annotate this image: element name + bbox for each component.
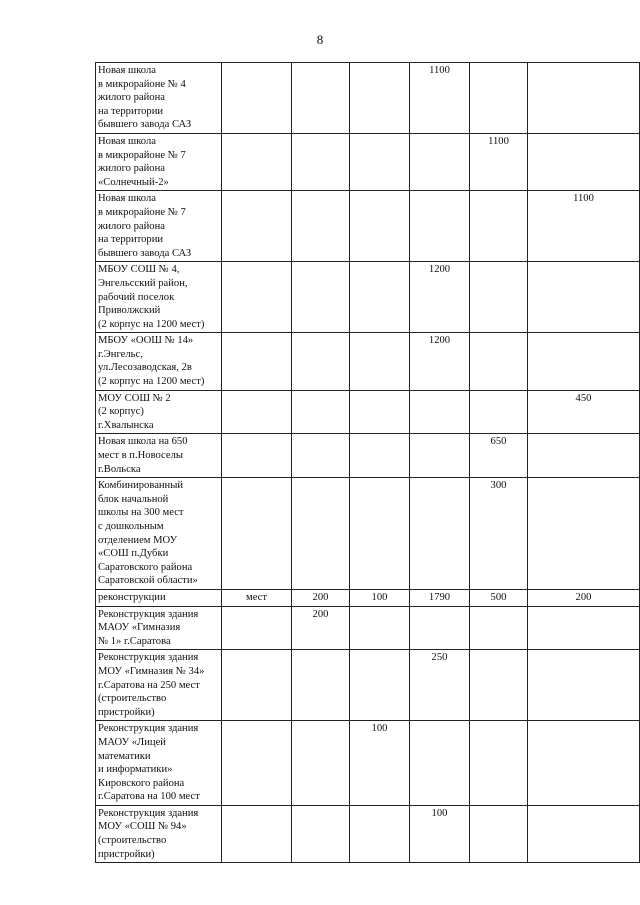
row-value-4: 650 (470, 434, 528, 478)
row-value-5: 450 (528, 390, 640, 434)
row-value-4: 300 (470, 478, 528, 590)
row-value-4 (470, 650, 528, 721)
row-value-1: 200 (292, 589, 350, 606)
row-value-4 (470, 63, 528, 134)
row-name: Новая школа в микрорайоне № 7 жилого района «Солнечный-2» (96, 133, 222, 190)
row-value-1 (292, 650, 350, 721)
row-value-1 (292, 390, 350, 434)
row-name: Реконструкция здания МОУ «Гимназия № 34» г.Саратова на 250 мест (строительство пристройки) (96, 650, 222, 721)
row-value-4: 500 (470, 589, 528, 606)
row-value-5: 200 (528, 589, 640, 606)
table-body (96, 63, 640, 863)
table-row (96, 805, 640, 862)
row-value-2 (350, 805, 410, 862)
row-value-5 (528, 63, 640, 134)
row-value-3 (410, 390, 470, 434)
row-value-3: 1790 (410, 589, 470, 606)
table-row (96, 478, 640, 590)
row-value-3: 250 (410, 650, 470, 721)
row-unit (222, 262, 292, 333)
table-row (96, 191, 640, 262)
row-value-4 (470, 805, 528, 862)
table-row (96, 390, 640, 434)
row-unit (222, 63, 292, 134)
table-row (96, 721, 640, 806)
table-row (96, 262, 640, 333)
row-value-3 (410, 434, 470, 478)
row-value-4 (470, 262, 528, 333)
row-name: Реконструкция здания МАОУ «Лицей математики и информатики» Кировского района г.Саратова на 100 мест (96, 721, 222, 806)
row-value-2 (350, 478, 410, 590)
row-value-3 (410, 721, 470, 806)
row-value-5 (528, 478, 640, 590)
row-value-2 (350, 390, 410, 434)
row-value-5 (528, 650, 640, 721)
row-unit (222, 606, 292, 650)
row-value-2 (350, 133, 410, 190)
table-row (96, 606, 640, 650)
row-value-5 (528, 434, 640, 478)
row-value-2 (350, 191, 410, 262)
row-value-1 (292, 478, 350, 590)
row-unit (222, 133, 292, 190)
row-value-4 (470, 721, 528, 806)
row-value-5 (528, 606, 640, 650)
page-number: 8 (316, 32, 324, 47)
row-unit: мест (222, 589, 292, 606)
row-unit (222, 721, 292, 806)
row-value-5 (528, 721, 640, 806)
row-value-2: 100 (350, 721, 410, 806)
row-name: МБОУ «ООШ № 14» г.Энгельс, ул.Лесозаводская, 2в (2 корпус на 1200 мест) (96, 333, 222, 390)
row-unit (222, 191, 292, 262)
row-value-5: 1100 (528, 191, 640, 262)
row-value-3 (410, 133, 470, 190)
row-value-3 (410, 606, 470, 650)
row-value-2 (350, 262, 410, 333)
row-name: Реконструкция здания МАОУ «Гимназия № 1» г.Саратова (96, 606, 222, 650)
row-value-1 (292, 133, 350, 190)
table-row (96, 650, 640, 721)
row-name: Новая школа на 650 мест в п.Новоселы г.Вольска (96, 434, 222, 478)
row-name: Новая школа в микрорайоне № 4 жилого района на территории бывшего завода САЗ (96, 63, 222, 134)
row-value-2 (350, 434, 410, 478)
row-value-5 (528, 262, 640, 333)
row-name: МБОУ СОШ № 4, Энгельсский район, рабочий поселок Приволжский (2 корпус на 1200 мест) (96, 262, 222, 333)
row-unit (222, 478, 292, 590)
row-value-5 (528, 333, 640, 390)
row-value-5 (528, 133, 640, 190)
row-value-1 (292, 721, 350, 806)
row-value-4: 1100 (470, 133, 528, 190)
row-value-1 (292, 805, 350, 862)
row-value-4 (470, 333, 528, 390)
row-name: Комбинированный блок начальной школы на 300 мест с дошкольным отделением МОУ «СОШ п.Дубки Саратовского района Саратовской области» (96, 478, 222, 590)
row-value-3 (410, 191, 470, 262)
row-value-2 (350, 606, 410, 650)
row-value-3: 1200 (410, 333, 470, 390)
schools-table (95, 62, 640, 863)
row-value-3: 100 (410, 805, 470, 862)
row-value-1 (292, 63, 350, 134)
row-value-1 (292, 191, 350, 262)
row-value-2: 100 (350, 589, 410, 606)
row-value-2 (350, 333, 410, 390)
row-unit (222, 333, 292, 390)
row-value-1: 200 (292, 606, 350, 650)
row-unit (222, 434, 292, 478)
row-unit (222, 390, 292, 434)
row-value-3 (410, 478, 470, 590)
row-value-1 (292, 262, 350, 333)
row-value-2 (350, 63, 410, 134)
row-value-4 (470, 390, 528, 434)
row-value-3: 1100 (410, 63, 470, 134)
row-name: Новая школа в микрорайоне № 7 жилого района на территории бывшего завода САЗ (96, 191, 222, 262)
row-value-4 (470, 191, 528, 262)
table-row (96, 333, 640, 390)
row-name: МОУ СОШ № 2 (2 корпус) г.Хвалынска (96, 390, 222, 434)
row-name: Реконструкция здания МОУ «СОШ № 94» (строительство пристройки) (96, 805, 222, 862)
row-unit (222, 805, 292, 862)
row-value-2 (350, 650, 410, 721)
row-value-4 (470, 606, 528, 650)
row-value-1 (292, 434, 350, 478)
table-row (96, 133, 640, 190)
row-value-3: 1200 (410, 262, 470, 333)
row-value-1 (292, 333, 350, 390)
table-row (96, 434, 640, 478)
row-unit (222, 650, 292, 721)
table-row (96, 63, 640, 134)
table-row (96, 589, 640, 606)
row-name: реконструкции (96, 589, 222, 606)
row-value-5 (528, 805, 640, 862)
